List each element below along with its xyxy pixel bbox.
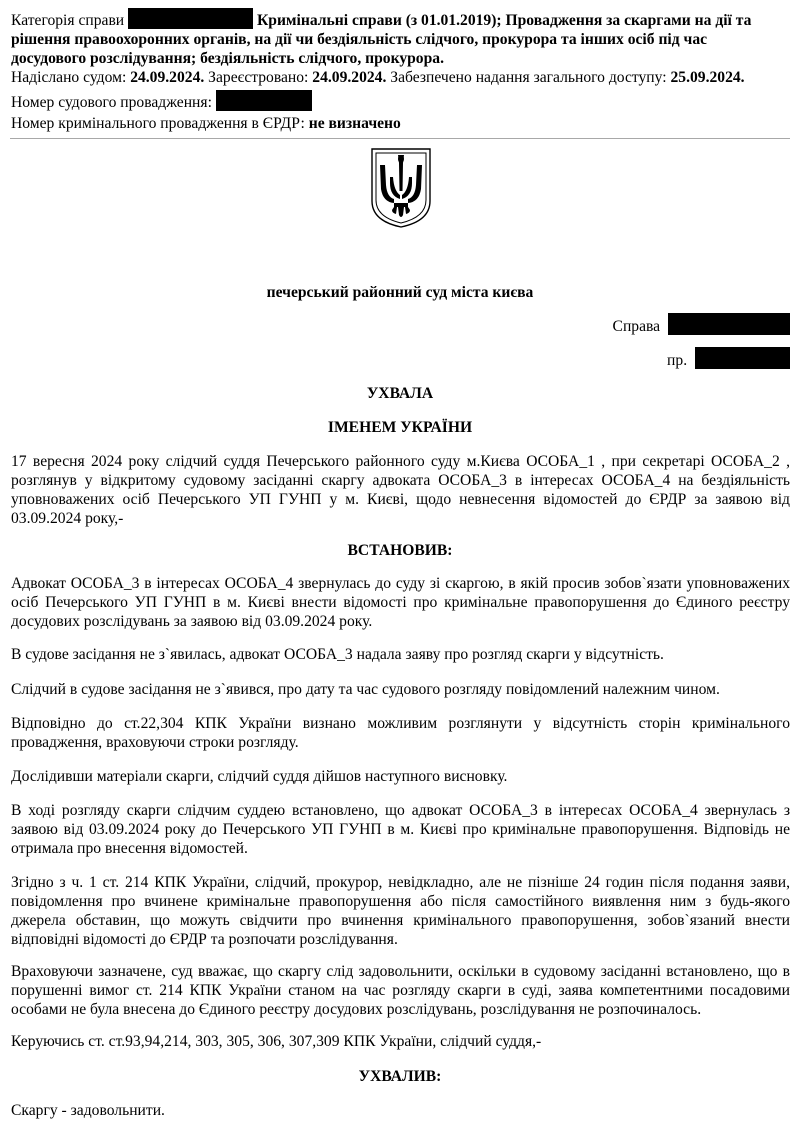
intro-paragraph: 17 вересня 2024 року слідчий суддя Печерського районного суду м.Києва ОСОБА_1 , при секретарі ОСОБА_2 , розглянув у відкритому судовому засіданні скаргу адвоката ОСОБА_3 в інтересах ОСОБА_4 на бездіяльність уповноважених осіб Печерського УП ГУНП у м. Києві, щодо невнесення відомостей до ЄРДР за заявою від 03.09.2024 року,- [11,453,790,527]
erdr-line [11,114,781,133]
case-number-line [613,313,790,336]
case-label: Справа [612,318,661,335]
body-paragraph: В ході розгляду скарги слідчим суддею встановлено, що адвокат ОСОБА_3 в інтересах ОСОБА_4 звернулась з заявою від 03.09.2024 року до Печерського УП ГУНП в м. Києві про кримінальне правопорушення. Відповідь не отримала про внесення відомостей. [11,802,790,857]
body-paragraph: Згідно з ч. 1 ст. 214 КПК України, слідчий, прокурор, невідкладно, але не пізніше 24 годин після подання заяви, повідомлення про вчинене кримінальне правопорушення або після самостійного виявлення ним з будь-якого джерела обставин, що можуть свідчити про вчинення кримінального правопорушення, зобов`язаний внести відповідні відомості до ЄРДР та розпочати розслідування. [11,874,790,948]
category-label: Категорія справи [11,12,125,29]
registered-date: 24.09.2024. [312,69,387,86]
case-category [11,8,781,68]
sent-date: 24.09.2024. [130,69,205,86]
case-header [11,8,781,133]
court-name: печерський районний суд міста києва [266,284,534,301]
dates-line [11,68,781,87]
redaction-block [668,313,790,335]
body-paragraph: Слідчий в судове засідання не з`явився, про дату та час судового розгляду повідомлений належним чином. [11,681,720,698]
redaction-block [128,8,253,29]
established-heading: ВСТАНОВИВ: [347,542,453,559]
access-label: Забезпечено надання загального доступу: [390,69,667,86]
ruled-heading: УХВАЛИВ: [358,1068,442,1085]
body-paragraph: Адвокат ОСОБА_3 в інтересах ОСОБА_4 звернулась до суду зі скаргою, в якій просив зобов`язати уповноважених осіб Печерського УП ГУНП в м. Києві внести відомості про кримінальне правопорушення до Єдиного реєстру досудових розслідувань за заявою від 03.09.2024 року. [11,575,790,630]
document-type: УХВАЛА [366,385,434,402]
in-name-heading: ІМЕНЕМ УКРАЇНИ [327,419,473,436]
ruling-text: Скаргу - задовольнити. [11,1102,165,1119]
redaction-block [695,347,790,369]
body-paragraph: Керуючись ст. ст.93,94,214, 303, 305, 306, 307,309 КПК України, слідчий суддя,- [11,1033,542,1050]
body-paragraph: Дослідивши матеріали скарги, слідчий суддя дійшов наступного висновку. [11,768,508,785]
proceeding-label: Номер судового провадження: [11,94,212,111]
body-paragraph: Відповідно до ст.22,304 КПК України визнано можливим розглянути у відсутність сторін кримінального провадження, враховуючи строки розгляду. [11,715,790,751]
body-paragraph: В судове засідання не з`явилась, адвокат ОСОБА_3 надала заяву про розгляд скарги у відсутність. [11,646,664,663]
access-date: 25.09.2024. [670,69,745,86]
sent-label: Надіслано судом: [11,69,127,86]
ukraine-coat-of-arms-icon [370,147,432,229]
proceeding-number-line [11,90,781,112]
proc-number-line [667,347,790,370]
erdr-label: Номер кримінального провадження в ЄРДР: [11,115,305,132]
header-divider [10,138,790,139]
proc-label: пр. [667,352,688,369]
redaction-block [216,90,312,111]
erdr-value: не визначено [308,115,401,132]
body-paragraph: Враховуючи зазначене, суд вважає, що скаргу слід задовольнити, оскільки в судовому засіданні встановлено, що в порушенні вимог ст. 214 КПК України станом на час розгляду скарги в суді, заява компетентними посадовими особами не була внесена до Єдиного реєстру досудових розслідувань, розслідування не розпочиналось. [11,963,790,1018]
registered-label: Зареєстровано: [208,69,309,86]
category-value: Кримінальні справи (з 01.01.2019); Провадження за скаргами на дії та рішення правоохоронних органів, на дії чи бездіяльність слідчого, прокурора та інших осіб під час досудового розслідування; бездіяльність слідчого, прокурора. [11,12,752,67]
